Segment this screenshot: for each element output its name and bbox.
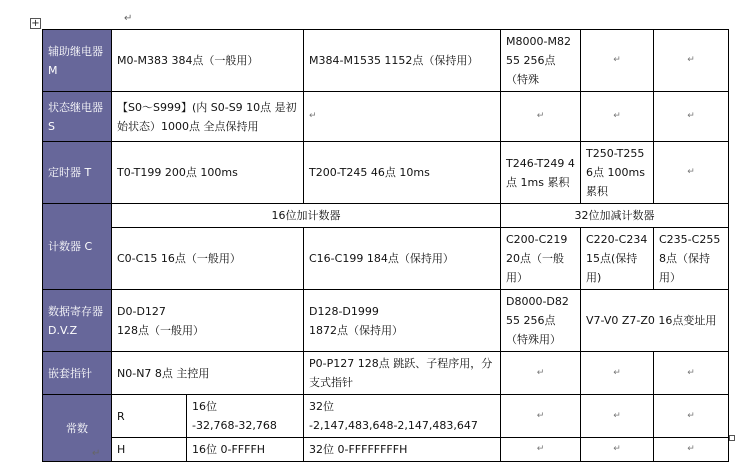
table-resize-handle[interactable] bbox=[729, 435, 735, 441]
cell-state-relay-range[interactable]: 【S0～S999】(内 S0-S9 10点 是初始状态）1000点 全点保持用 bbox=[112, 92, 304, 142]
cell-timer-1ms-accum[interactable]: T246-T249 4点 1ms 累积 bbox=[501, 142, 581, 204]
paragraph-mark: ↵ bbox=[124, 13, 133, 24]
table-row-timer bbox=[43, 142, 729, 204]
row-header-constant: 常数 bbox=[43, 395, 112, 462]
cell-empty[interactable]: ↵ bbox=[501, 438, 581, 462]
row-header-aux-relay: 辅助继电器 M bbox=[43, 30, 112, 92]
row-header-nest-pointer: 嵌套指针 bbox=[43, 352, 112, 395]
cell-aux-relay-special[interactable]: M8000-M8255 256点（特殊 bbox=[501, 30, 581, 92]
cell-aux-relay-general[interactable]: M0-M383 384点（一般用） bbox=[112, 30, 304, 92]
row-header-timer: 定时器 T bbox=[43, 142, 112, 204]
table-row-data-register bbox=[43, 290, 729, 352]
table-move-handle[interactable]: + bbox=[31, 18, 40, 29]
cell-index-register[interactable]: V7-V0 Z7-Z0 16点变址用 bbox=[581, 290, 729, 352]
cell-empty[interactable]: ↵ bbox=[581, 30, 654, 92]
cell-empty[interactable]: ↵ bbox=[654, 395, 729, 438]
cell-empty[interactable]: ↵ bbox=[501, 92, 581, 142]
cell-data-register-general[interactable] bbox=[112, 290, 304, 352]
cell-counter-general[interactable]: C0-C15 16点（一般用） bbox=[112, 228, 304, 290]
cell-empty[interactable]: ↵ bbox=[581, 92, 654, 142]
cell-constant-r-32bit[interactable] bbox=[304, 395, 501, 438]
cell-constant-h-key[interactable]: H bbox=[112, 438, 187, 462]
table-row-counter bbox=[43, 228, 729, 290]
cell-counter-32-highspeed[interactable]: C235-C255 8点（保持用） bbox=[654, 228, 729, 290]
cell-empty[interactable]: ↵ bbox=[654, 352, 729, 395]
cell-data-register-special[interactable]: D8000-D8255 256点（特殊用） bbox=[501, 290, 581, 352]
data-register-general-range: D0-D127 bbox=[117, 304, 166, 318]
row-header-state-relay: 状态继电器 S bbox=[43, 92, 112, 142]
constant-r-32bit-range: -2,147,483,648-2,147,483,647 bbox=[309, 419, 478, 432]
constant-r-16bit-range: -32,768-32,768 bbox=[192, 419, 277, 432]
cell-counter-32-retentive[interactable]: C220-C234 15点(保持用) bbox=[581, 228, 654, 290]
row-header-data-register: 数据寄存器 D.V.Z bbox=[43, 290, 112, 352]
cell-timer-10ms[interactable]: T200-T245 46点 10ms bbox=[304, 142, 501, 204]
cell-empty[interactable]: ↵ bbox=[654, 30, 729, 92]
table-row-aux-relay bbox=[43, 30, 729, 92]
cell-timer-100ms-accum[interactable]: T250-T255 6点 100ms 累积 bbox=[581, 142, 654, 204]
table-row-constant-r bbox=[43, 395, 729, 438]
table-row-state-relay bbox=[43, 92, 729, 142]
row-header-counter: 计数器 C bbox=[43, 204, 112, 290]
cell-counter-32-general[interactable]: C200-C219 20点（一般用） bbox=[501, 228, 581, 290]
cell-constant-r-key[interactable]: R bbox=[112, 395, 187, 438]
device-spec-table bbox=[42, 29, 729, 462]
cell-constant-h-16bit[interactable]: 16位 0-FFFFH bbox=[187, 438, 304, 462]
data-register-retentive-range: D128-D1999 bbox=[309, 304, 379, 318]
cell-aux-relay-retentive[interactable]: M384-M1535 1152点（保持用） bbox=[304, 30, 501, 92]
cell-data-register-retentive[interactable] bbox=[304, 290, 501, 352]
cell-empty[interactable]: ↵ bbox=[654, 142, 729, 204]
counter-32bit-updown-header[interactable]: 32位加减计数器 bbox=[501, 204, 729, 228]
data-register-retentive-count: 1872点（保持用） bbox=[309, 323, 403, 337]
cell-empty[interactable]: ↵ bbox=[581, 438, 654, 462]
cell-constant-h-32bit[interactable]: 32位 0-FFFFFFFFH bbox=[304, 438, 501, 462]
cell-pointer-jump[interactable]: P0-P127 128点 跳跃、子程序用，分支式指针 bbox=[304, 352, 501, 395]
table-row-nest-pointer bbox=[43, 352, 729, 395]
paragraph-mark: ↵ bbox=[92, 448, 101, 459]
table-row-counter-header bbox=[43, 204, 729, 228]
constant-r-16bit-label: 16位 bbox=[192, 400, 217, 413]
cell-empty[interactable]: ↵ bbox=[501, 395, 581, 438]
cell-counter-retentive[interactable]: C16-C199 184点（保持用） bbox=[304, 228, 501, 290]
cell-constant-r-16bit[interactable] bbox=[187, 395, 304, 438]
counter-16bit-up-header[interactable]: 16位加计数器 bbox=[112, 204, 501, 228]
cell-empty[interactable]: ↵ bbox=[654, 92, 729, 142]
data-register-general-count: 128点（一般用） bbox=[117, 323, 204, 337]
cell-empty[interactable]: ↵ bbox=[304, 92, 501, 142]
cell-empty[interactable]: ↵ bbox=[581, 395, 654, 438]
cell-empty[interactable]: ↵ bbox=[581, 352, 654, 395]
cell-nest-master-control[interactable]: N0-N7 8点 主控用 bbox=[112, 352, 304, 395]
cell-empty[interactable]: ↵ bbox=[654, 438, 729, 462]
constant-r-32bit-label: 32位 bbox=[309, 400, 334, 413]
cell-empty[interactable]: ↵ bbox=[501, 352, 581, 395]
table-row-constant-h bbox=[43, 438, 729, 462]
cell-timer-100ms[interactable]: T0-T199 200点 100ms bbox=[112, 142, 304, 204]
